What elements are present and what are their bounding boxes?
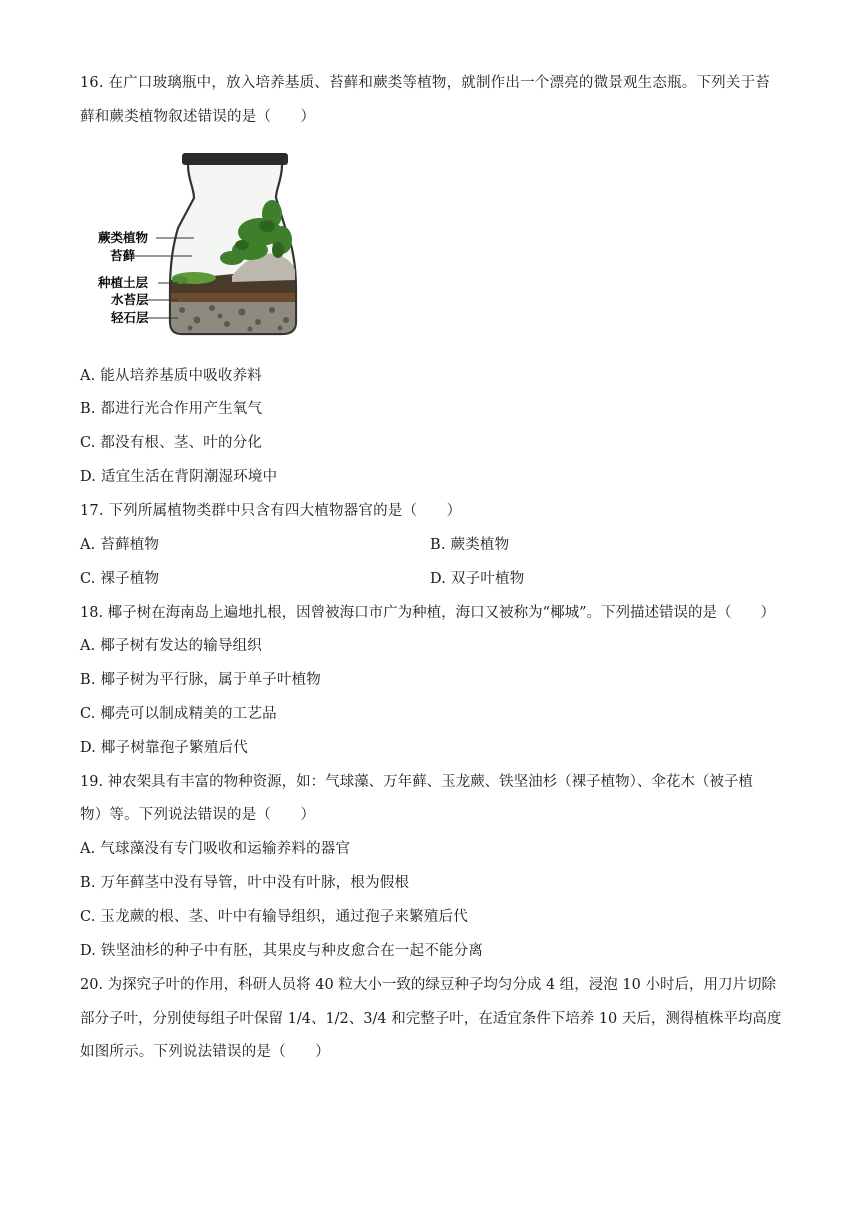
q18-stem: 18. 椰子树在海南岛上遍地扎根，因曾被海口市广为种植，海口又被称为“椰城”。下列描述错误的是（ ） <box>80 605 775 621</box>
q16-option-a: A. 能从培养基质中吸收养料 <box>80 368 262 384</box>
q18-option-c: C. 椰壳可以制成精美的工艺品 <box>80 706 277 722</box>
q17-option-a: A. 苔藓植物 <box>80 537 160 553</box>
q17-stem: 17. 下列所属植物类群中只含有四大植物器官的是（ ） <box>80 503 462 519</box>
q19-stem-line1: 19. 神农架具有丰富的物种资源，如：气球藻、万年藓、玉龙蕨、铁坚油杉（裸子植物）、伞花木（被子植 <box>80 774 753 790</box>
label-soil: 种植土层 <box>98 275 149 290</box>
q16-stem-line1: 16. 在广口玻璃瓶中，放入培养基质、苔藓和蕨类等植物，就制作出一个漂亮的微景观生态瓶。下列关于苔 <box>80 75 770 91</box>
q17-option-d: D. 双子叶植物 <box>430 571 525 587</box>
q19-stem-line2: 物）等。下列说法错误的是（ ） <box>80 807 316 823</box>
terrarium-figure <box>82 150 312 340</box>
label-sphagnum: 水苔层 <box>111 292 149 307</box>
q18-option-b: B. 椰子树为平行脉，属于单子叶植物 <box>80 672 321 688</box>
q19-option-a: A. 气球藻没有专门吸收和运输养料的器官 <box>80 841 351 857</box>
label-moss: 苔藓 <box>110 248 136 263</box>
q19-option-b: B. 万年藓茎中没有导管，叶中没有叶脉，根为假根 <box>80 875 410 891</box>
label-pumice: 轻石层 <box>111 310 149 325</box>
q17-option-b: B. 蕨类植物 <box>430 537 510 553</box>
q18-option-d: D. 椰子树靠孢子繁殖后代 <box>80 740 248 756</box>
q18-option-a: A. 椰子树有发达的输导组织 <box>80 638 262 654</box>
q20-stem-line2: 部分子叶，分别使每组子叶保留 1/4、1/2、3/4 和完整子叶，在适宜条件下培养 10 天后，测得植株平均高度 <box>80 1011 782 1027</box>
q16-option-d: D. 适宜生活在背阴潮湿环境中 <box>80 469 278 485</box>
q20-stem-line3: 如图所示。下列说法错误的是（ ） <box>80 1044 330 1060</box>
jar-lid <box>182 153 288 165</box>
label-fern: 蕨类植物 <box>98 230 149 245</box>
q20-stem-line1: 20. 为探究子叶的作用，科研人员将 40 粒大小一致的绿豆种子均匀分成 4 组，浸泡 10 小时后，用刀片切除 <box>80 977 776 993</box>
q16-stem-line2: 藓和蕨类植物叙述错误的是（ ） <box>80 109 316 125</box>
sphagnum-layer <box>171 293 295 302</box>
q16-option-c: C. 都没有根、茎、叶的分化 <box>80 435 263 451</box>
q19-option-d: D. 铁坚油杉的种子中有胚，其果皮与种皮愈合在一起不能分离 <box>80 943 484 959</box>
q16-option-b: B. 都进行光合作用产生氧气 <box>80 401 263 417</box>
q17-option-c: C. 裸子植物 <box>80 571 160 587</box>
q19-option-c: C. 玉龙蕨的根、茎、叶中有输导组织，通过孢子来繁殖后代 <box>80 909 468 925</box>
